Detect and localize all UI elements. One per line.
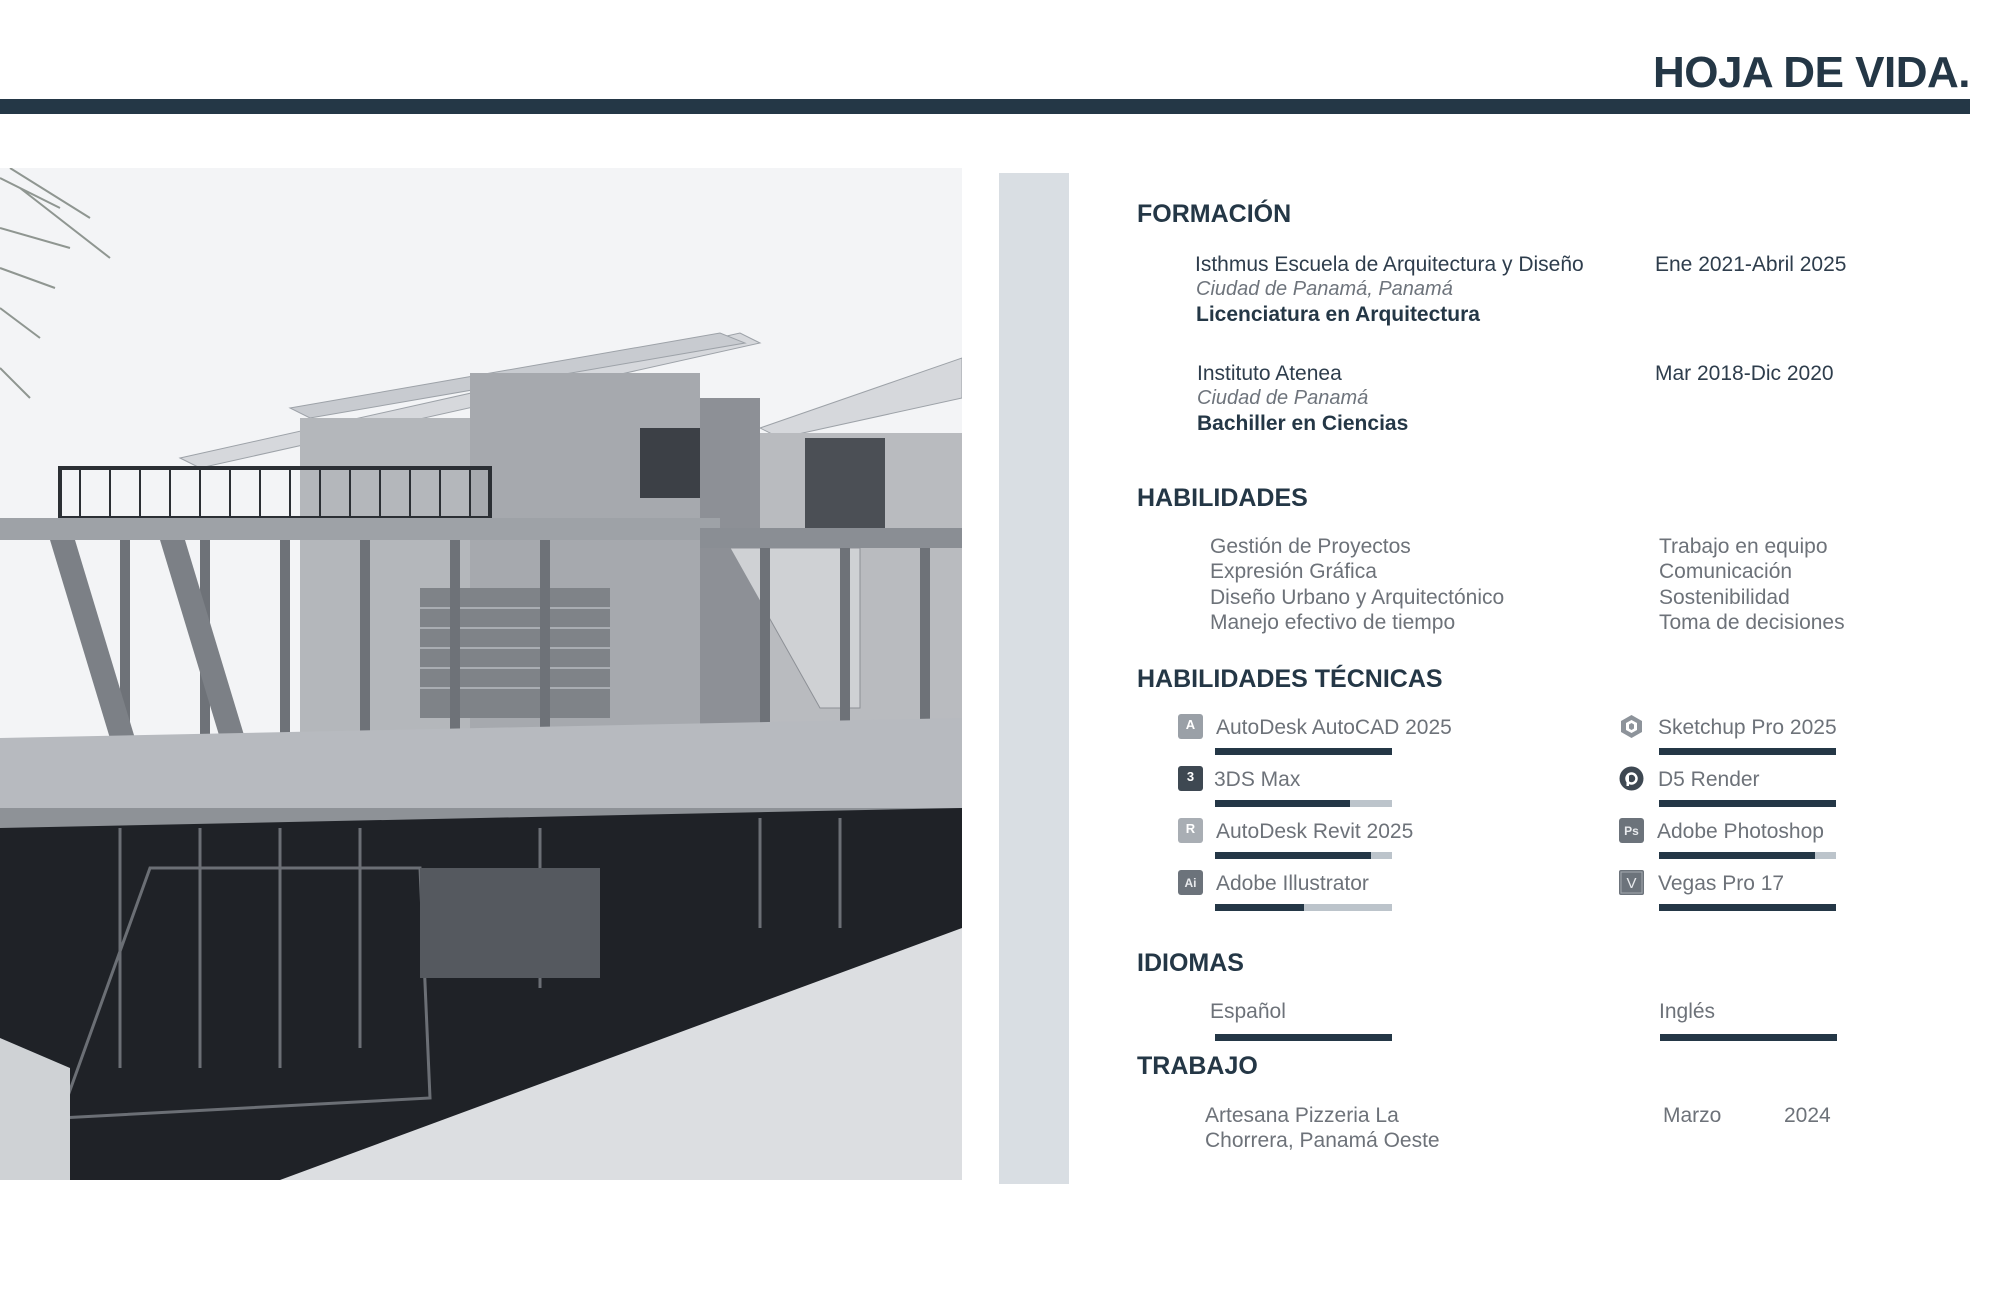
job-employer-line1: Artesana Pizzeria La	[1205, 1104, 1399, 1127]
svg-text:3: 3	[1186, 769, 1195, 784]
software-level-fill	[1659, 748, 1836, 755]
software-level-bar	[1659, 852, 1836, 859]
software-level-bar	[1659, 748, 1836, 755]
software-level-fill	[1215, 852, 1371, 859]
sketchup-icon	[1619, 714, 1644, 739]
language-level-bar	[1215, 1034, 1392, 1041]
svg-text:Ps: Ps	[1624, 824, 1639, 838]
skill-item: Diseño Urbano y Arquitectónico	[1210, 586, 1505, 609]
header-divider-bar	[0, 99, 1970, 114]
skill-item: Sostenibilidad	[1659, 586, 1790, 609]
architecture-render-image	[0, 168, 962, 1180]
formacion-heading: FORMACIÓN	[1137, 200, 1292, 228]
page-title: HOJA DE VIDA.	[1652, 48, 1970, 97]
svg-text:V: V	[1626, 875, 1637, 892]
photoshop-icon	[1619, 818, 1644, 843]
revit-icon	[1178, 818, 1203, 843]
software-level-bar	[1215, 800, 1392, 807]
skill-item: Trabajo en equipo	[1659, 535, 1828, 558]
software-level-bar	[1215, 904, 1392, 911]
software-name: 3DS Max	[1214, 768, 1301, 791]
education-dates: Ene 2021-Abril 2025	[1655, 253, 1847, 276]
d5-render-icon	[1619, 766, 1644, 791]
education-degree: Licenciatura en Arquitectura	[1196, 303, 1480, 326]
skill-item: Comunicación	[1659, 560, 1793, 583]
trabajo-heading: TRABAJO	[1137, 1052, 1258, 1080]
software-level-fill	[1215, 904, 1304, 911]
education-dates: Mar 2018-Dic 2020	[1655, 362, 1834, 385]
education-location: Ciudad de Panamá	[1197, 387, 1369, 409]
svg-text:R: R	[1185, 821, 1196, 836]
language-level-fill	[1660, 1034, 1837, 1041]
skill-item: Manejo efectivo de tiempo	[1210, 611, 1456, 634]
vegas-icon	[1619, 870, 1644, 895]
job-employer-line2: Chorrera, Panamá Oeste	[1205, 1129, 1440, 1152]
language-level-fill	[1215, 1034, 1392, 1041]
software-name: Adobe Illustrator	[1216, 872, 1369, 895]
education-school: Isthmus Escuela de Arquitectura y Diseño	[1195, 253, 1584, 276]
illustrator-icon	[1178, 870, 1203, 895]
idiomas-heading: IDIOMAS	[1137, 949, 1244, 977]
language-name: Español	[1210, 1000, 1286, 1023]
habilidades-heading: HABILIDADES	[1137, 484, 1308, 512]
software-name: AutoDesk AutoCAD 2025	[1216, 716, 1452, 739]
svg-text:Ai: Ai	[1184, 876, 1197, 890]
skill-item: Gestión de Proyectos	[1210, 535, 1411, 558]
software-name: Sketchup Pro 2025	[1658, 716, 1837, 739]
software-level-bar	[1215, 748, 1392, 755]
skill-item: Expresión Gráfica	[1210, 560, 1377, 583]
education-location: Ciudad de Panamá, Panamá	[1196, 278, 1453, 300]
software-level-fill	[1215, 748, 1392, 755]
software-level-bar	[1659, 800, 1836, 807]
software-level-bar	[1215, 852, 1392, 859]
software-name: D5 Render	[1658, 768, 1760, 791]
software-level-fill	[1659, 904, 1836, 911]
autocad-icon	[1178, 714, 1203, 739]
software-level-bar	[1659, 904, 1836, 911]
tecnicas-heading: HABILIDADES TÉCNICAS	[1137, 665, 1443, 693]
software-name: AutoDesk Revit 2025	[1216, 820, 1414, 843]
education-degree: Bachiller en Ciencias	[1197, 412, 1409, 435]
job-month: Marzo	[1663, 1104, 1722, 1127]
language-name: Inglés	[1659, 1000, 1716, 1023]
3dsmax-icon	[1178, 766, 1203, 791]
job-year: 2024	[1784, 1104, 1831, 1127]
software-level-fill	[1659, 800, 1836, 807]
language-level-bar	[1660, 1034, 1837, 1041]
skill-item: Toma de decisiones	[1659, 611, 1845, 634]
software-level-fill	[1659, 852, 1815, 859]
software-name: Adobe Photoshop	[1657, 820, 1824, 843]
software-name: Vegas Pro 17	[1658, 872, 1785, 895]
svg-text:A: A	[1185, 717, 1196, 732]
sidebar-accent-strip	[999, 173, 1069, 1184]
software-level-fill	[1215, 800, 1350, 807]
education-school: Instituto Atenea	[1197, 362, 1342, 385]
